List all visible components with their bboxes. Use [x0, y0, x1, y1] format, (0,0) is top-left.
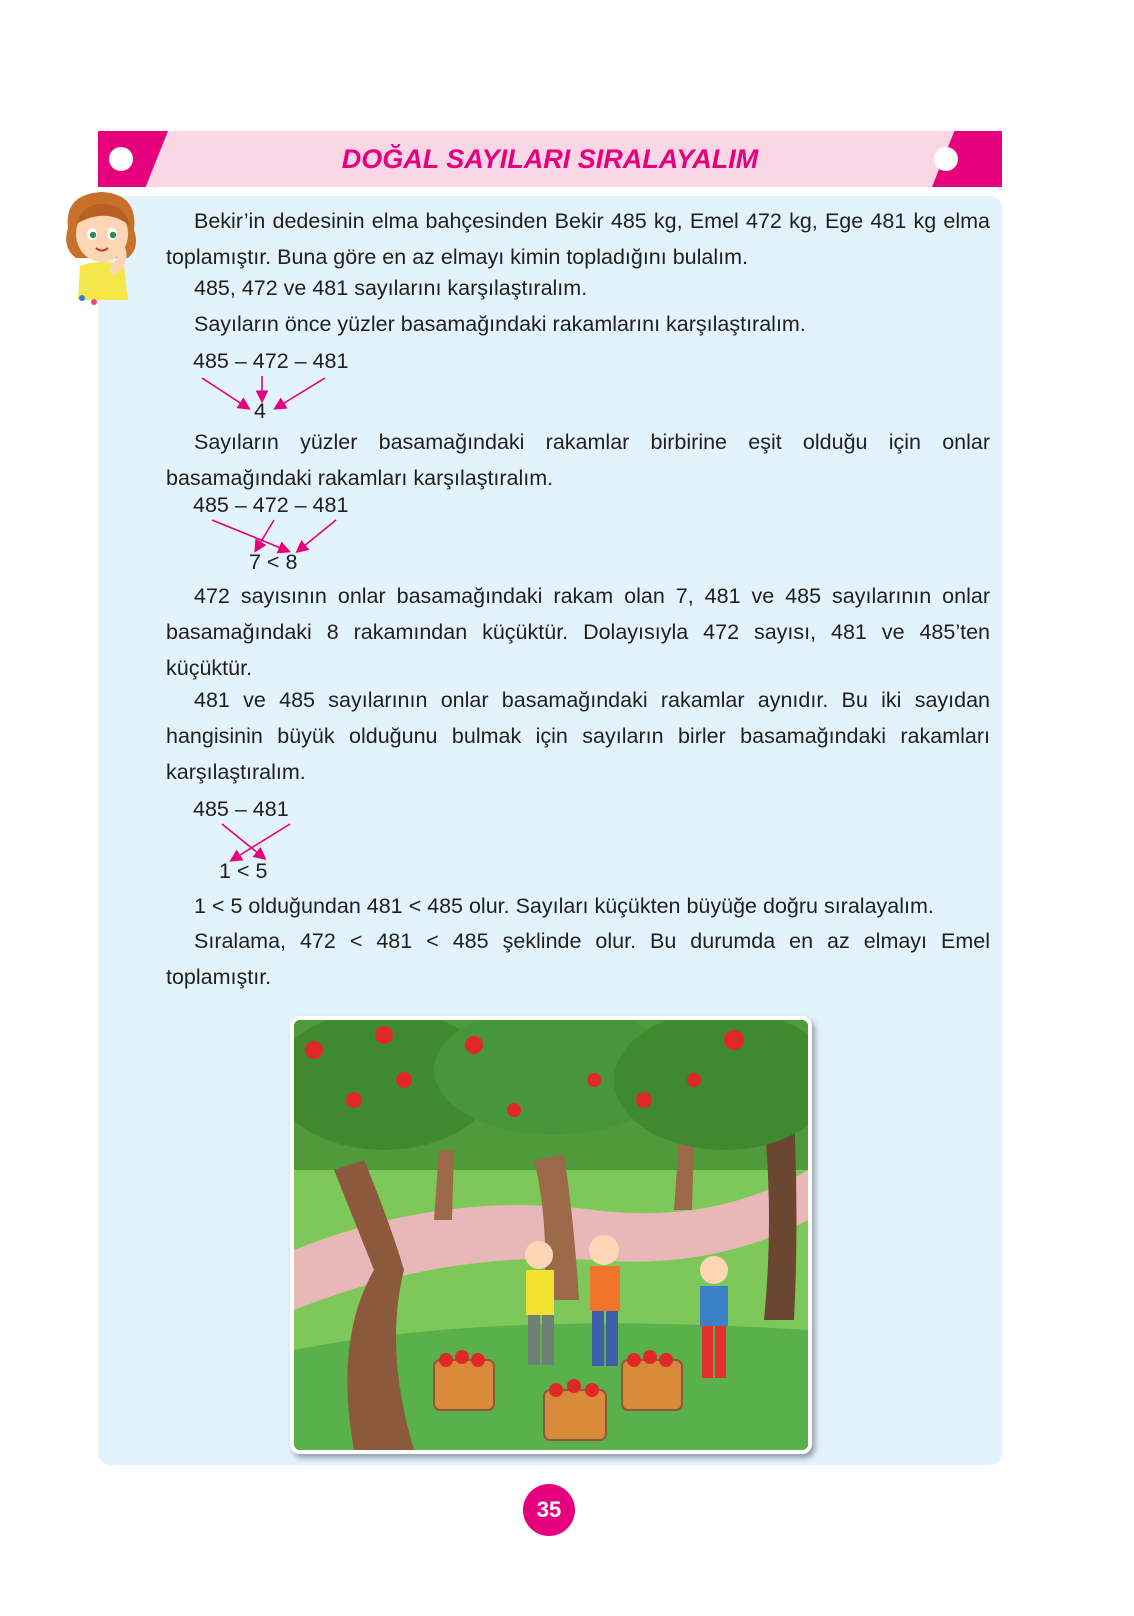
diagram-1-expression: 485 – 472 – 481 — [193, 349, 349, 373]
girl-mascot-icon — [54, 188, 150, 308]
paragraph-5: 472 sayısının onlar basamağındaki rakam olan 7, 481 ve 485 sayılarının onlar basamağındaki 8 rakamından küçüktür. Dolayısıyla 472 sayısı, 481 ve 485’ten küçüktür. — [166, 584, 990, 680]
paragraph-8: Sıralama, 472 < 481 < 485 şeklinde olur. Bu durumda en az elmayı Emel toplamıştır. — [166, 929, 990, 989]
child-1 — [525, 1241, 554, 1365]
paragraph-7: 1 < 5 olduğundan 481 < 485 olur. Sayıları küçükten büyüğe doğru sıralayalım. — [194, 894, 934, 918]
paragraph-6: 481 ve 485 sayılarının onlar basamağındaki rakamlar aynıdır. Bu iki sayıdan hangisinin büyük olduğunu bulmak için sayıların birler basamağındaki rakamları karşılaştıralım. — [166, 688, 990, 784]
diagram-3-result: 1 < 5 — [219, 859, 268, 883]
diagram-1-result: 4 — [254, 399, 266, 423]
page-title: DOĞAL SAYILARI SIRALAYALIM — [341, 144, 759, 174]
banner-dot-left-icon — [109, 147, 133, 171]
paragraph-3: Sayıların önce yüzler basamağındaki rakamlarını karşılaştıralım. — [194, 312, 806, 336]
diagram-2-result: 7 < 8 — [249, 550, 298, 574]
apple-orchard-illustration — [290, 1016, 812, 1454]
page-number: 35 — [523, 1484, 575, 1536]
paragraph-1: Bekir’in dedesinin elma bahçesinden Bekir 485 kg, Emel 472 kg, Ege 481 kg elma toplamıştır. Buna göre en az elmayı kimin topladığını bulalım. — [166, 209, 990, 269]
paragraph-2: 485, 472 ve 481 sayılarını karşılaştıralım. — [194, 276, 588, 300]
paragraph-4: Sayıların yüzler basamağındaki rakamlar birbirine eşit olduğu için onlar basamağındaki rakamları karşılaştıralım. — [166, 430, 990, 490]
diagram-3-expression: 485 – 481 — [193, 797, 289, 821]
banner-dot-right-icon — [934, 147, 958, 171]
diagram-2-expression: 485 – 472 – 481 — [193, 493, 349, 517]
